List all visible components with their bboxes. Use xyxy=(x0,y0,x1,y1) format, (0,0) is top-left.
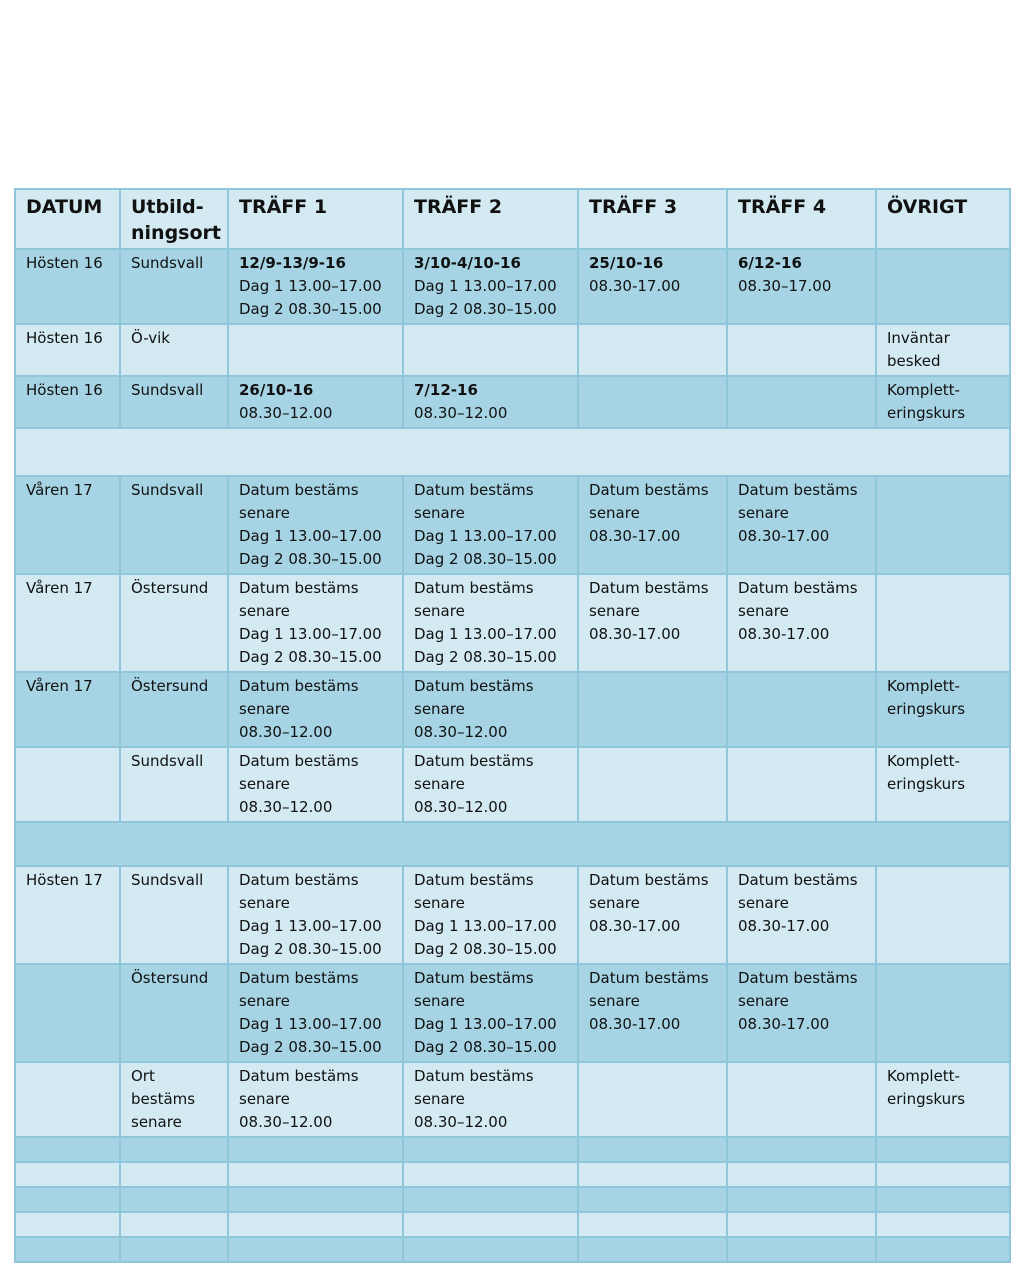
empty-row xyxy=(15,1237,1010,1262)
cell-line: 08.30–17.00 xyxy=(738,277,832,295)
empty-cell xyxy=(228,1212,403,1237)
cell-line: 08.30–12.00 xyxy=(414,404,508,422)
cell-ovrigt xyxy=(876,866,1010,964)
cell-traff-4: Datum bestäms senare 08.30-17.00 xyxy=(727,866,876,964)
empty-cell xyxy=(120,1212,228,1237)
empty-row xyxy=(15,1137,1010,1162)
cell-ovrigt xyxy=(876,964,1010,1062)
schedule-table xyxy=(14,188,1011,1263)
cell-ovrigt xyxy=(876,249,1010,324)
table-row xyxy=(15,324,1010,376)
cell-traff-3 xyxy=(578,672,727,747)
cell-traff-1 xyxy=(228,249,403,324)
cell-traff-3: Datum bestäms senare 08.30-17.00 xyxy=(578,964,727,1062)
cell-traff-1 xyxy=(228,376,403,428)
cell-ort: Ort bestäms senare xyxy=(120,1062,228,1137)
header-ort: Utbild- ningsort xyxy=(120,189,228,249)
empty-row xyxy=(15,1187,1010,1212)
cell-traff-2: Datum bestäms senare Dag 1 13.00–17.00 Dag 2 08.30–15.00 xyxy=(403,574,578,672)
cell-traff-4 xyxy=(727,376,876,428)
cell-traff-4: Datum bestäms senare 08.30-17.00 xyxy=(727,574,876,672)
cell-ort: Sundsvall xyxy=(120,747,228,822)
empty-cell xyxy=(876,1137,1010,1162)
cell-ovrigt: Komplett- eringskurs xyxy=(876,1062,1010,1137)
empty-cell xyxy=(15,1237,120,1262)
table-row xyxy=(15,376,1010,428)
empty-cell xyxy=(727,1237,876,1262)
empty-cell xyxy=(403,1187,578,1212)
cell-date: 26/10-16 xyxy=(239,381,314,399)
cell-traff-3: Datum bestäms senare 08.30-17.00 xyxy=(578,574,727,672)
table-row xyxy=(15,249,1010,324)
empty-cell xyxy=(120,1237,228,1262)
empty-cell xyxy=(727,1137,876,1162)
empty-cell xyxy=(120,1137,228,1162)
cell-datum: Hösten 16 xyxy=(15,249,120,324)
cell-traff-1: Datum bestäms senare 08.30–12.00 xyxy=(228,747,403,822)
header-traff-4: TRÄFF 4 xyxy=(727,189,876,249)
cell-ovrigt xyxy=(876,476,1010,574)
cell-datum: Hösten 16 xyxy=(15,324,120,376)
cell-datum xyxy=(15,1062,120,1137)
cell-ort: Sundsvall xyxy=(120,376,228,428)
cell-traff-2: Datum bestäms senare Dag 1 13.00–17.00 Dag 2 08.30–15.00 xyxy=(403,476,578,574)
cell-traff-2 xyxy=(403,249,578,324)
empty-cell xyxy=(228,1237,403,1262)
cell-ort: Sundsvall xyxy=(120,476,228,574)
cell-traff-4 xyxy=(727,324,876,376)
cell-traff-2: Datum bestäms senare Dag 1 13.00–17.00 Dag 2 08.30–15.00 xyxy=(403,964,578,1062)
empty-cell xyxy=(876,1212,1010,1237)
cell-traff-3 xyxy=(578,249,727,324)
cell-line: Dag 2 08.30–15.00 xyxy=(414,300,557,318)
cell-datum: Våren 17 xyxy=(15,476,120,574)
cell-ort: Östersund xyxy=(120,672,228,747)
empty-cell xyxy=(876,1162,1010,1187)
cell-ovrigt: Komplett- eringskurs xyxy=(876,672,1010,747)
empty-cell xyxy=(578,1187,727,1212)
cell-traff-2: Datum bestäms senare 08.30–12.00 xyxy=(403,1062,578,1137)
cell-ort: Sundsvall xyxy=(120,249,228,324)
cell-traff-1 xyxy=(228,324,403,376)
cell-date: 3/10-4/10-16 xyxy=(414,254,521,272)
table-row xyxy=(15,866,1010,964)
cell-traff-2: Datum bestäms senare 08.30–12.00 xyxy=(403,747,578,822)
cell-datum: Hösten 17 xyxy=(15,866,120,964)
empty-cell xyxy=(120,1162,228,1187)
empty-cell xyxy=(15,1162,120,1187)
header-ovrigt: ÖVRIGT xyxy=(876,189,1010,249)
separator-row xyxy=(15,428,1010,476)
cell-line: 08.30-17.00 xyxy=(589,277,681,295)
cell-ovrigt xyxy=(876,574,1010,672)
cell-ort: Sundsvall xyxy=(120,866,228,964)
cell-traff-3: Datum bestäms senare 08.30-17.00 xyxy=(578,866,727,964)
empty-cell xyxy=(403,1162,578,1187)
cell-ort: Östersund xyxy=(120,964,228,1062)
cell-datum: Hösten 16 xyxy=(15,376,120,428)
empty-cell xyxy=(403,1137,578,1162)
cell-line: Dag 1 13.00–17.00 xyxy=(414,277,557,295)
empty-cell xyxy=(578,1212,727,1237)
table-row xyxy=(15,964,1010,1062)
cell-date: 6/12-16 xyxy=(738,254,802,272)
cell-traff-4 xyxy=(727,747,876,822)
cell-traff-1: Datum bestäms senare Dag 1 13.00–17.00 Dag 2 08.30–15.00 xyxy=(228,866,403,964)
empty-cell xyxy=(228,1162,403,1187)
cell-traff-1: Datum bestäms senare Dag 1 13.00–17.00 Dag 2 08.30–15.00 xyxy=(228,964,403,1062)
cell-traff-3 xyxy=(578,747,727,822)
cell-ort: Östersund xyxy=(120,574,228,672)
empty-cell xyxy=(876,1237,1010,1262)
empty-cell xyxy=(727,1162,876,1187)
cell-traff-2: Datum bestäms senare 08.30–12.00 xyxy=(403,672,578,747)
separator-cell xyxy=(15,428,1010,476)
table-row xyxy=(15,574,1010,672)
header-traff-1: TRÄFF 1 xyxy=(228,189,403,249)
cell-line: Dag 1 13.00–17.00 xyxy=(239,277,382,295)
cell-traff-1: Datum bestäms senare Dag 1 13.00–17.00 Dag 2 08.30–15.00 xyxy=(228,476,403,574)
empty-cell xyxy=(578,1162,727,1187)
cell-datum: Våren 17 xyxy=(15,672,120,747)
table-row xyxy=(15,1062,1010,1137)
cell-traff-4 xyxy=(727,1062,876,1137)
empty-cell xyxy=(228,1187,403,1212)
cell-datum: Våren 17 xyxy=(15,574,120,672)
empty-cell xyxy=(727,1187,876,1212)
table-row xyxy=(15,672,1010,747)
separator-row xyxy=(15,822,1010,866)
empty-cell xyxy=(727,1212,876,1237)
empty-cell xyxy=(15,1187,120,1212)
empty-row xyxy=(15,1162,1010,1187)
cell-traff-2: Datum bestäms senare Dag 1 13.00–17.00 Dag 2 08.30–15.00 xyxy=(403,866,578,964)
empty-cell xyxy=(578,1237,727,1262)
cell-ovrigt: Komplett- eringskurs xyxy=(876,376,1010,428)
cell-date: 25/10-16 xyxy=(589,254,664,272)
cell-traff-4 xyxy=(727,249,876,324)
cell-traff-3 xyxy=(578,1062,727,1137)
empty-cell xyxy=(403,1212,578,1237)
cell-line: 08.30–12.00 xyxy=(239,404,333,422)
empty-row xyxy=(15,1212,1010,1237)
cell-traff-2 xyxy=(403,324,578,376)
table-row xyxy=(15,747,1010,822)
empty-cell xyxy=(15,1212,120,1237)
empty-cell xyxy=(403,1237,578,1262)
empty-cell xyxy=(120,1187,228,1212)
header-traff-2: TRÄFF 2 xyxy=(403,189,578,249)
cell-traff-4 xyxy=(727,672,876,747)
cell-traff-2 xyxy=(403,376,578,428)
cell-date: 7/12-16 xyxy=(414,381,478,399)
cell-traff-4: Datum bestäms senare 08.30-17.00 xyxy=(727,964,876,1062)
cell-traff-1: Datum bestäms senare 08.30–12.00 xyxy=(228,1062,403,1137)
cell-traff-3: Datum bestäms senare 08.30-17.00 xyxy=(578,476,727,574)
header-traff-3: TRÄFF 3 xyxy=(578,189,727,249)
cell-ovrigt: Komplett- eringskurs xyxy=(876,747,1010,822)
header-row xyxy=(15,189,1010,249)
cell-line: Dag 2 08.30–15.00 xyxy=(239,300,382,318)
separator-cell xyxy=(15,822,1010,866)
empty-cell xyxy=(876,1187,1010,1212)
header-datum: DATUM xyxy=(15,189,120,249)
cell-date: 12/9-13/9-16 xyxy=(239,254,346,272)
cell-traff-4: Datum bestäms senare 08.30-17.00 xyxy=(727,476,876,574)
cell-traff-3 xyxy=(578,376,727,428)
empty-cell xyxy=(228,1137,403,1162)
cell-datum xyxy=(15,747,120,822)
cell-ovrigt: Inväntar besked xyxy=(876,324,1010,376)
cell-traff-1: Datum bestäms senare Dag 1 13.00–17.00 Dag 2 08.30–15.00 xyxy=(228,574,403,672)
cell-traff-1: Datum bestäms senare 08.30–12.00 xyxy=(228,672,403,747)
cell-ort: Ö-vik xyxy=(120,324,228,376)
empty-cell xyxy=(15,1137,120,1162)
cell-traff-3 xyxy=(578,324,727,376)
cell-datum xyxy=(15,964,120,1062)
table-row xyxy=(15,476,1010,574)
empty-cell xyxy=(578,1137,727,1162)
